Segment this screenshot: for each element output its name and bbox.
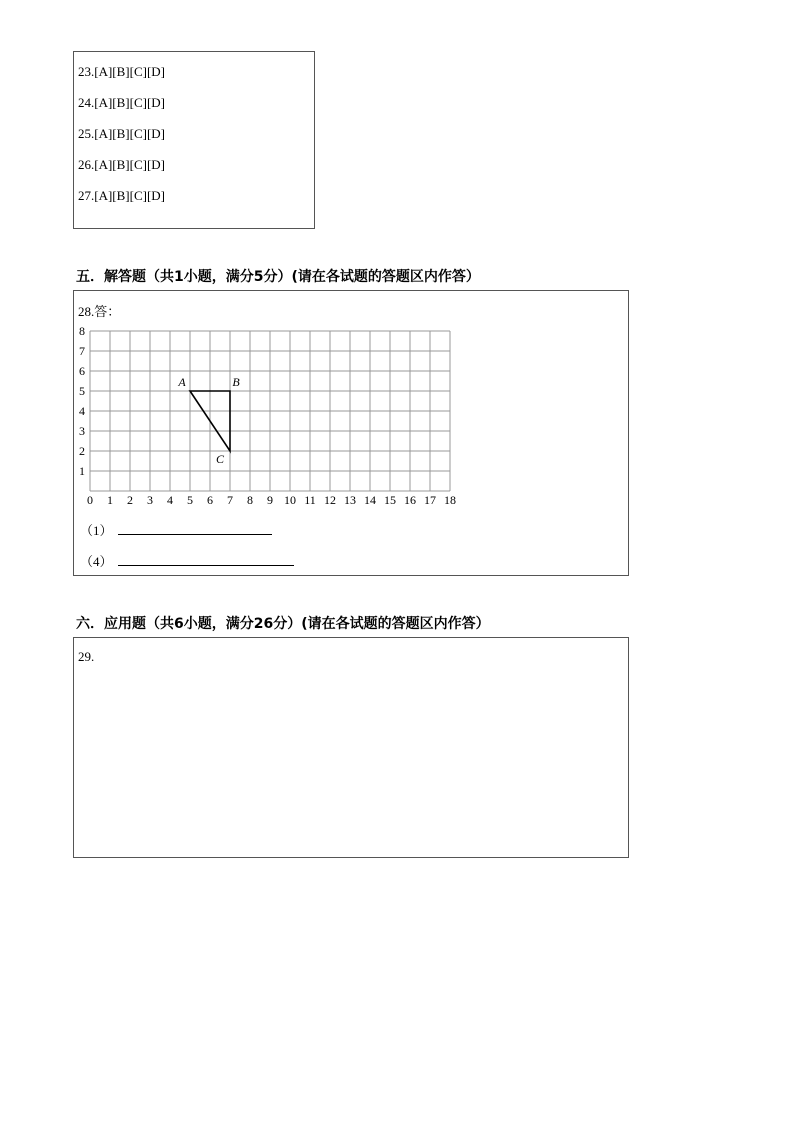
q28-label: 28.答：	[78, 304, 121, 319]
x-tick-label: 12	[324, 493, 336, 507]
x-tick-label: 3	[147, 493, 153, 507]
answer-label: （1）	[80, 523, 113, 538]
mc-number: 24.	[78, 95, 95, 110]
mc-options[interactable]: [A][B][C][D]	[94, 126, 166, 141]
section6-heading: 六．应用题（共6小题，满分26分）(请在各试题的答题区内作答）	[76, 616, 490, 632]
x-tick-label: 15	[384, 493, 396, 507]
mc-options[interactable]: [A][B][C][D]	[94, 188, 166, 203]
x-tick-label: 11	[304, 493, 316, 507]
y-tick-label: 6	[79, 364, 85, 378]
mc-number: 26.	[78, 157, 95, 172]
mc-answer-box	[73, 51, 315, 229]
mc-item-26	[78, 157, 165, 173]
y-tick-label: 3	[79, 424, 85, 438]
mc-item-25	[78, 126, 165, 142]
answer-blank-4[interactable]	[118, 565, 294, 566]
mc-item-27	[78, 188, 165, 204]
q29-answer-box[interactable]	[73, 637, 629, 858]
mc-number: 23.	[78, 64, 95, 79]
mc-item-23	[78, 64, 165, 80]
coordinate-grid	[74, 291, 628, 575]
x-tick-label: 9	[267, 493, 273, 507]
y-tick-label: 2	[79, 444, 85, 458]
mc-number: 27.	[78, 188, 95, 203]
y-tick-label: 7	[79, 344, 85, 358]
mc-options[interactable]: [A][B][C][D]	[94, 95, 166, 110]
q29-label: 29.	[78, 649, 95, 664]
answer-row-1	[80, 520, 113, 539]
x-tick-label: 2	[127, 493, 133, 507]
answer-blank-1[interactable]	[118, 534, 272, 535]
y-tick-label: 1	[79, 464, 85, 478]
x-tick-label: 13	[344, 493, 356, 507]
mc-options[interactable]: [A][B][C][D]	[94, 157, 166, 172]
y-tick-label: 8	[79, 324, 85, 338]
y-tick-label: 5	[79, 384, 85, 398]
x-tick-label: 10	[284, 493, 296, 507]
x-tick-label: 16	[404, 493, 416, 507]
mc-item-24	[78, 95, 165, 111]
x-tick-label: 18	[444, 493, 456, 507]
q28-answer-box[interactable]	[73, 290, 629, 576]
x-tick-label: 17	[424, 493, 436, 507]
mc-number: 25.	[78, 126, 95, 141]
x-tick-label: 14	[364, 493, 376, 507]
answer-row-4	[80, 551, 113, 570]
mc-options[interactable]: [A][B][C][D]	[94, 64, 166, 79]
x-tick-label: 1	[107, 493, 113, 507]
x-tick-label: 0	[87, 493, 93, 507]
x-tick-label: 8	[247, 493, 253, 507]
point-label-c: C	[215, 452, 225, 466]
point-label-b: B	[232, 375, 240, 389]
x-tick-label: 5	[187, 493, 193, 507]
x-tick-label: 4	[167, 493, 173, 507]
section5-heading: 五．解答题（共1小题，满分5分）(请在各试题的答题区内作答）	[76, 269, 480, 285]
point-label-a: A	[178, 375, 186, 389]
y-tick-label: 4	[79, 404, 85, 418]
x-tick-label: 6	[207, 493, 213, 507]
answer-label: （4）	[80, 554, 113, 569]
x-tick-label: 7	[227, 493, 233, 507]
